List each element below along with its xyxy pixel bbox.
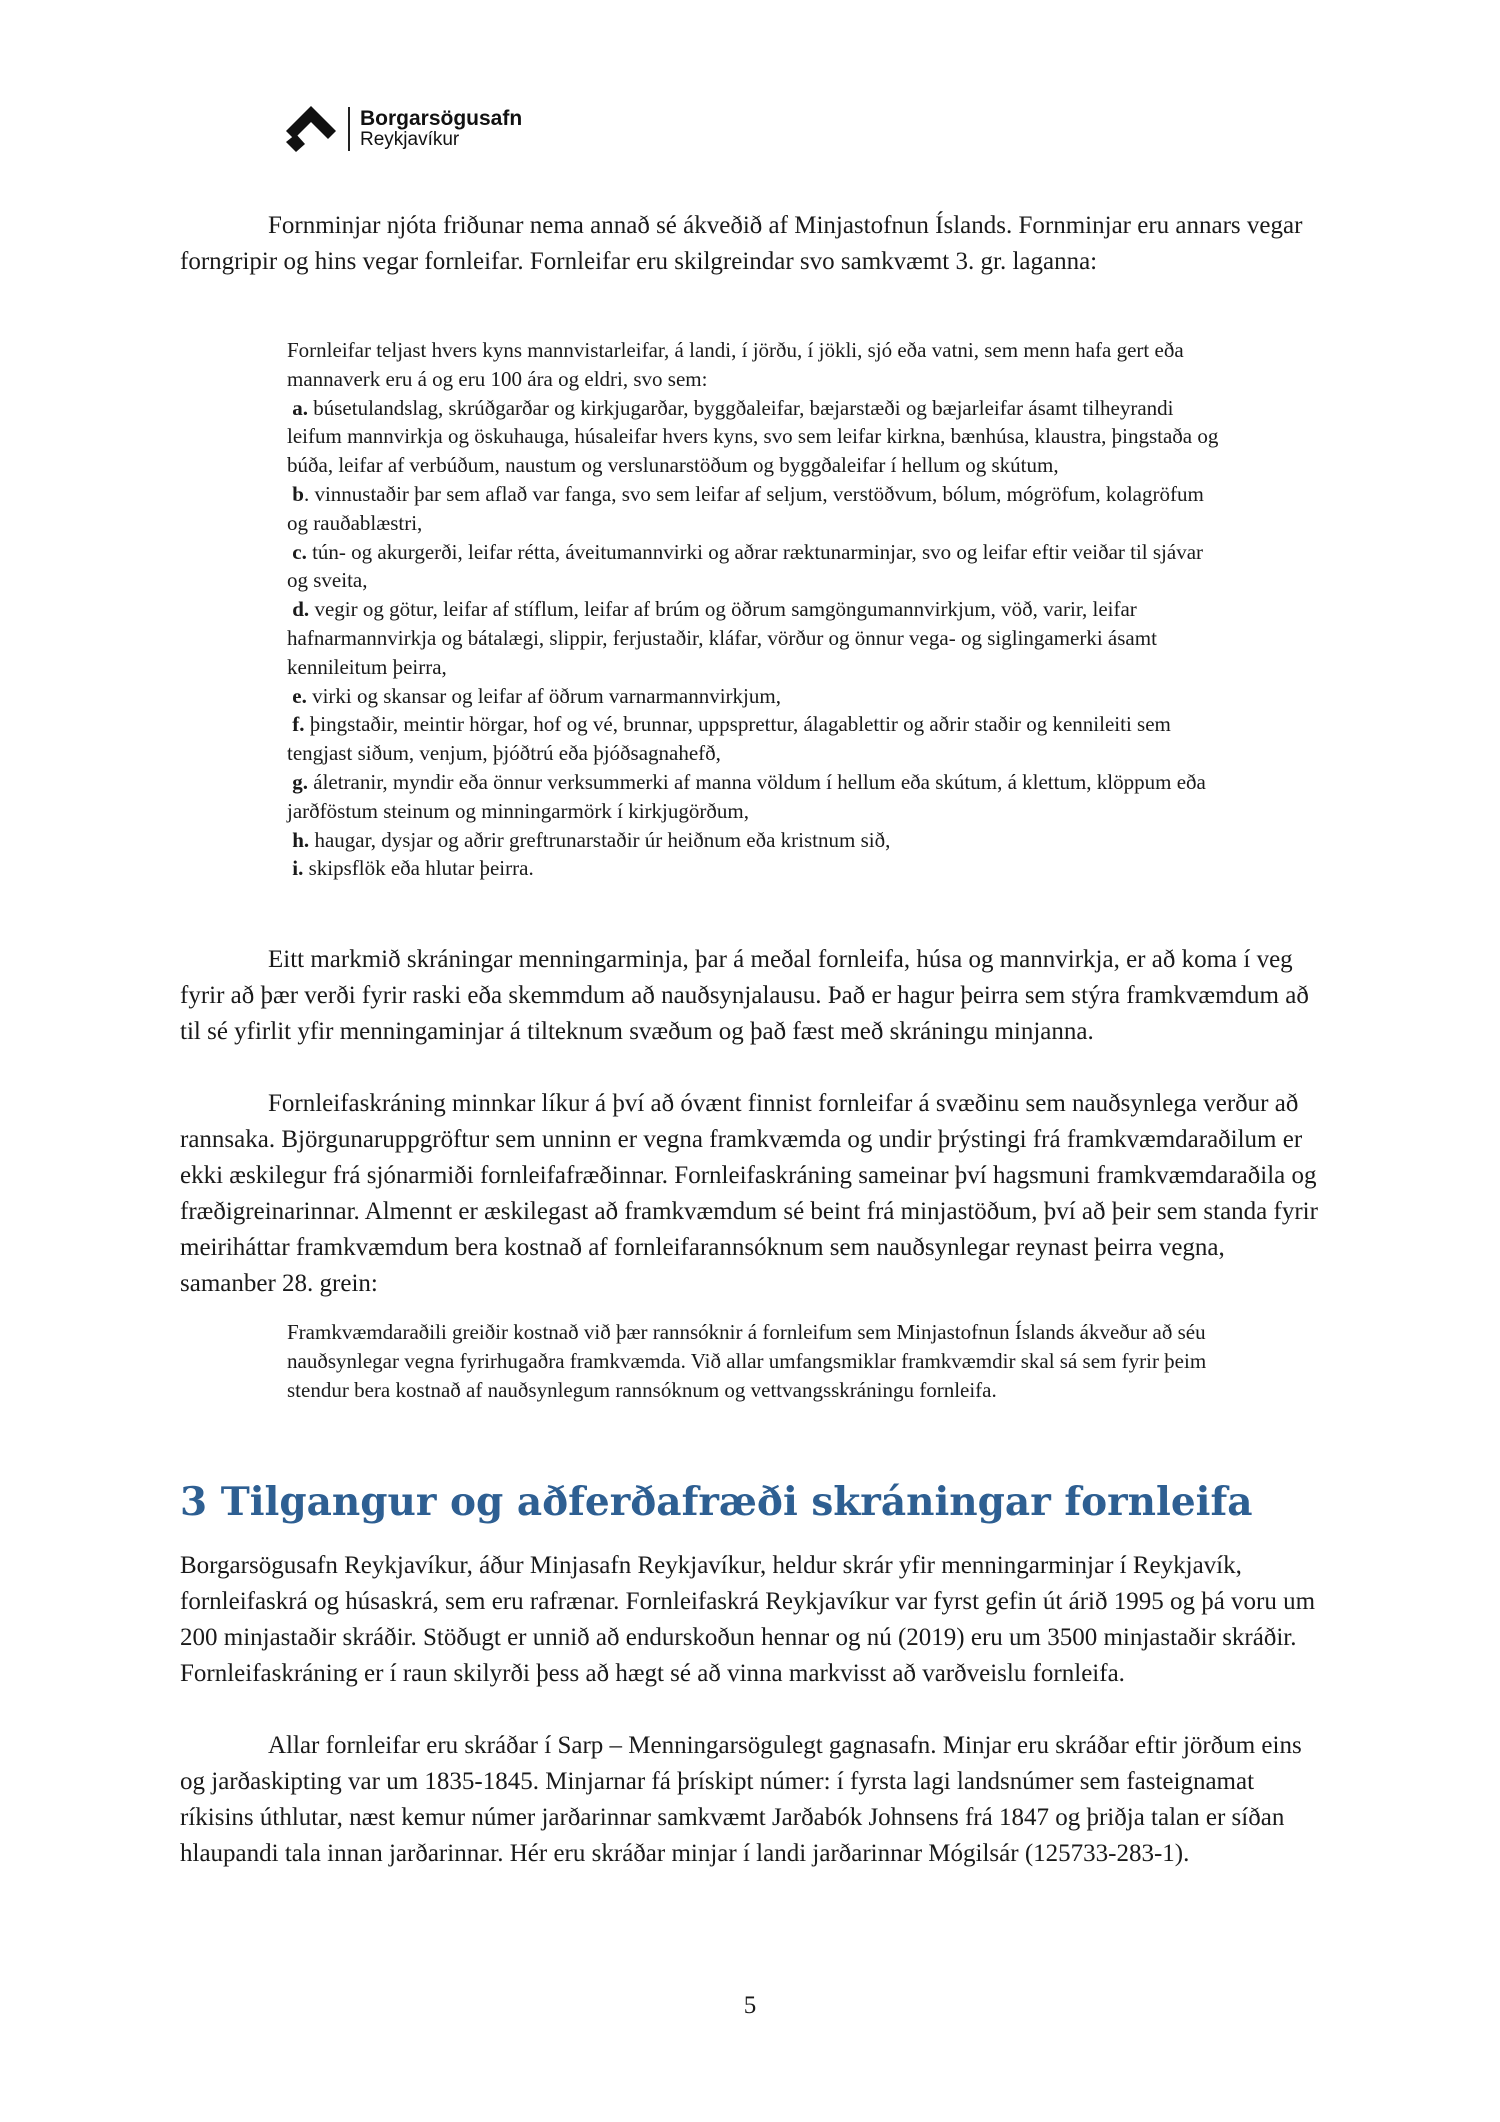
law-quote-item: f. þingstaðir, meintir hörgar, hof og vé, brunnar, uppsprettur, álagablettir og aðrir staðir og kennileiti sem tengjast siðum, venjum, þjóðtrú eða þjóðsagnahefð, bbox=[287, 712, 1171, 766]
paragraph-sarpur-numbering: Allar fornleifar eru skráðar í Sarp – Menningarsögulegt gagnasafn. Minjar eru skráðar eftir jörðum eins og jarðaskipting var um 1835-1845. Minjarnar fá þrískipt númer: í fyrsta lagi landsnúmer sem fasteignamat ríkisins úthlutar, næst kemur númer jarðarinnar samkvæmt Jarðabók Johnsens frá 1847 og þriðja talan er síðan hlaupandi tala innan jarðarinnar. Hér eru skráðar minjar í landi jarðarinnar Mógilsár (125733-283-1). bbox=[180, 1732, 1302, 1867]
paragraph-museum-registry: Borgarsögusafn Reykjavíkur, áður Minjasafn Reykjavíkur, heldur skrár yfir menningarminjar í Reykjavík, fornleifaskrá og húsaskrá, sem eru rafrænar. Fornleifaskrá Reykjavíkur var fyrst gefin út árið 1995 og þá voru um 200 minjastaðir skráðir. Stöðugt er unnið að endurskoðun hennar og nú (2019) eru um 3500 minjastaðir skráðir. Fornleifaskráning er í raun skilyrði þess að hægt sé að vinna markvisst að varðveislu fornleifa. bbox=[180, 1552, 1316, 1687]
law-quote-article-3 bbox=[287, 336, 1227, 883]
law-quote-item: i. skipsflök eða hlutar þeirra. bbox=[292, 856, 534, 881]
law-quote-item: a. búsetulandslag, skrúðgarðar og kirkjugarðar, byggðaleifar, bæjarstæði og bæjarleifar ásamt tilheyrandi leifum mannvirkja og öskuhauga, húsaleifar hvers kyns, svo sem leifar kirkna, bænhúsa, klaustra, þingstaða og búða, leifar af verbúðum, naustum og verslunarstöðum og byggðaleifar í hellum og skútum, bbox=[287, 395, 1219, 478]
law-quote-item: d. vegir og götur, leifar af stíflum, leifar af brúm og öðrum samgöngumannvirkjum, vöð, varir, leifar hafnarmannvirkja og bátalægi, slippir, ferjustaðir, kláfar, vörður og önnur vega- og siglingamerki ásamt kennileitum þeirra, bbox=[287, 597, 1157, 679]
law-quote-item: g. áletranir, myndir eða önnur verksummerki af manna völdum í hellum eða skútum, á klettum, klöppum eða jarðföstum steinum og minningarmörk í kirkjugörðum, bbox=[287, 769, 1206, 823]
logo-chevron-icon bbox=[282, 104, 340, 154]
section-heading: 3 Tilgangur og aðferðafræði skráningar fornleifa bbox=[180, 1479, 1253, 1525]
law-quote-item: h. haugar, dysjar og aðrir greftrunarstaðir úr heiðnum eða kristnum sið, bbox=[292, 827, 891, 852]
logo-divider bbox=[348, 107, 350, 151]
law-quote-intro: Fornleifar teljast hvers kyns mannvistarleifar, á landi, í jörðu, í jökli, sjó eða vatni, sem menn hafa gert eða mannaverk eru á og eru 100 ára og eldri, svo sem: bbox=[287, 338, 1184, 391]
page-number: 5 bbox=[743, 1992, 757, 2019]
intro-paragraph: Fornminjar njóta friðunar nema annað sé ákveðið af Minjastofnun Íslands. Fornminjar eru annars vegar forngripir og hins vegar fornleifar. Fornleifar eru skilgreindar svo samkvæmt 3. gr. laganna: bbox=[180, 212, 1303, 275]
institution-logo bbox=[282, 104, 522, 154]
law-quote-item: b. vinnustaðir þar sem aflað var fanga, svo sem leifar af seljum, verstöðvum, bólum, mógröfum, kolagröfum og rauðablæstri, bbox=[287, 481, 1204, 535]
law-quote-article-28: Framkvæmdaraðili greiðir kostnað við þær rannsóknir á fornleifum sem Minjastofnun Íslands ákveður að séu nauðsynlegar vegna fyrirhugaðra framkvæmda. Við allar umfangsmiklar framkvæmdir skal sá sem fyrir þeim stendur bera kostnað af nauðsynlegum rannsóknum og vettvangsskráningu fornleifa. bbox=[287, 1320, 1207, 1402]
paragraph-registration-purpose: Eitt markmið skráningar menningarminja, þar á meðal fornleifa, húsa og mannvirkja, er að koma í veg fyrir að þær verði fyrir raski eða skemmdum að nauðsynjalausu. Það er hagur þeirra sem stýra framkvæmdum að til sé yfirlit yfir menningaminjar á tilteknum svæðum og það fæst með skráningu minjanna. bbox=[180, 946, 1309, 1045]
logo-city: Reykjavíkur bbox=[360, 129, 460, 151]
law-quote-item: e. virki og skansar og leifar af öðrum varnarmannvirkjum, bbox=[292, 683, 781, 708]
paragraph-registration-benefits: Fornleifaskráning minnkar líkur á því að óvænt finnist fornleifar á svæðinu sem nauðsynlega verður að rannsaka. Björgunaruppgröftur sem unninn er vegna framkvæmda og undir þrýstingi frá framkvæmdaraðilum er ekki æskilegur frá sjónarmiði fornleifafræðinnar. Fornleifaskráning sameinar því hagsmuni framkvæmdaraðila og fræðigreinarinnar. Almennt er æskilegast að framkvæmdum sé beint frá minjastöðum, því að þeir sem standa fyrir meiriháttar framkvæmdum bera kostnað af fornleifarannsóknum sem nauðsynlegar reynast þeirra vegna, samanber 28. grein: bbox=[180, 1090, 1318, 1297]
law-quote-item: c. tún- og akurgerði, leifar rétta, áveitumannvirki og aðrar ræktunarminjar, svo og leifar eftir veiðar til sjávar og sveita, bbox=[287, 539, 1204, 593]
logo-name: Borgarsögusafn bbox=[360, 107, 523, 130]
